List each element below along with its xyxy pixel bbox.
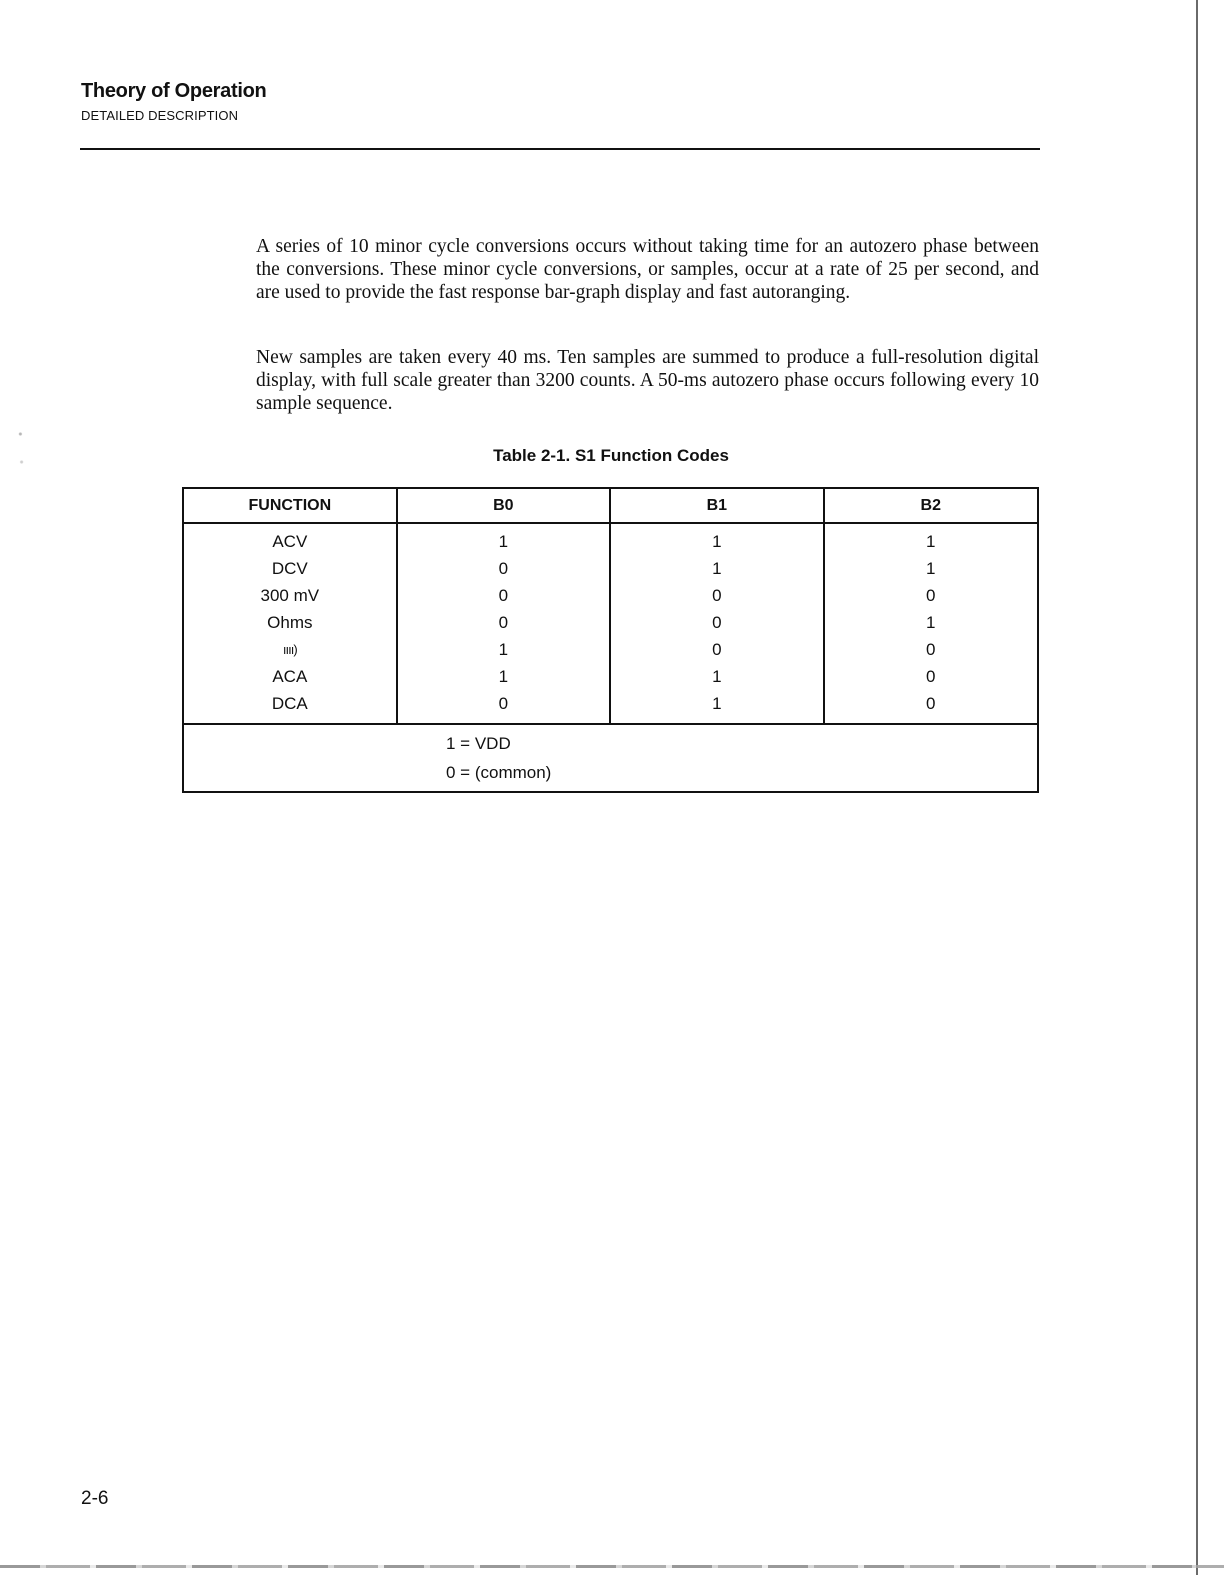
scan-bottom-edge xyxy=(0,1565,1224,1568)
cell-b2: 0 xyxy=(824,690,1038,724)
header-b1: B1 xyxy=(610,488,823,523)
table-row xyxy=(183,663,1038,690)
cell-b2: 1 xyxy=(824,555,1038,582)
cell-b1: 0 xyxy=(610,636,823,663)
cell-function: Ohms xyxy=(183,609,397,636)
section-title: Theory of Operation xyxy=(81,80,267,102)
page-edge-line xyxy=(1196,0,1198,1575)
cell-function: ACV xyxy=(183,523,397,555)
legend-zero: 0 = (common) xyxy=(446,763,552,782)
cell-function-continuity-icon: ıııı) xyxy=(183,636,397,663)
scan-speckle xyxy=(18,420,24,490)
page-number: 2-6 xyxy=(81,1488,109,1509)
cell-function: ACA xyxy=(183,663,397,690)
cell-b1: 1 xyxy=(610,523,823,555)
cell-b0: 0 xyxy=(397,555,610,582)
paragraph-minor-cycle: A series of 10 minor cycle conversions occurs without taking time for an autozero phase between the conversions. These minor cycle conversions, or samples, occur at a rate of 25 per second, and are used to provide the fast response bar-graph display and fast autoranging. xyxy=(256,236,1039,303)
table-legend-row xyxy=(183,724,1038,792)
cell-b2: 1 xyxy=(824,609,1038,636)
cell-b1: 1 xyxy=(610,555,823,582)
cell-b0: 0 xyxy=(397,582,610,609)
header-function: FUNCTION xyxy=(183,488,397,523)
table-header-row xyxy=(183,488,1038,523)
cell-b1: 0 xyxy=(610,582,823,609)
table-legend xyxy=(183,724,1038,792)
legend-one: 1 = VDD xyxy=(446,734,511,753)
cell-b0: 0 xyxy=(397,609,610,636)
table-row xyxy=(183,690,1038,724)
cell-b1: 1 xyxy=(610,663,823,690)
cell-b2: 0 xyxy=(824,663,1038,690)
cell-function: DCV xyxy=(183,555,397,582)
table-row xyxy=(183,555,1038,582)
cell-b0: 0 xyxy=(397,690,610,724)
section-subtitle: DETAILED DESCRIPTION xyxy=(81,108,239,123)
header-rule xyxy=(80,148,1040,150)
function-codes-table xyxy=(182,487,1039,793)
cell-b2: 0 xyxy=(824,582,1038,609)
paragraph-new-samples: New samples are taken every 40 ms. Ten samples are summed to produce a full-resolution digital display, with full scale greater than 3200 counts. A 50-ms autozero phase occurs following every 10 sample sequence. xyxy=(256,347,1039,414)
cell-b0: 1 xyxy=(397,523,610,555)
table-row xyxy=(183,636,1038,663)
cell-b0: 1 xyxy=(397,636,610,663)
table-row xyxy=(183,523,1038,555)
header-b2: B2 xyxy=(824,488,1038,523)
cell-function: 300 mV xyxy=(183,582,397,609)
cell-b0: 1 xyxy=(397,663,610,690)
cell-b2: 1 xyxy=(824,523,1038,555)
table-row xyxy=(183,609,1038,636)
cell-b1: 1 xyxy=(610,690,823,724)
cell-b2: 0 xyxy=(824,636,1038,663)
cell-function: DCA xyxy=(183,690,397,724)
table-caption: Table 2-1. S1 Function Codes xyxy=(493,446,729,465)
table-row xyxy=(183,582,1038,609)
header-b0: B0 xyxy=(397,488,610,523)
cell-b1: 0 xyxy=(610,609,823,636)
